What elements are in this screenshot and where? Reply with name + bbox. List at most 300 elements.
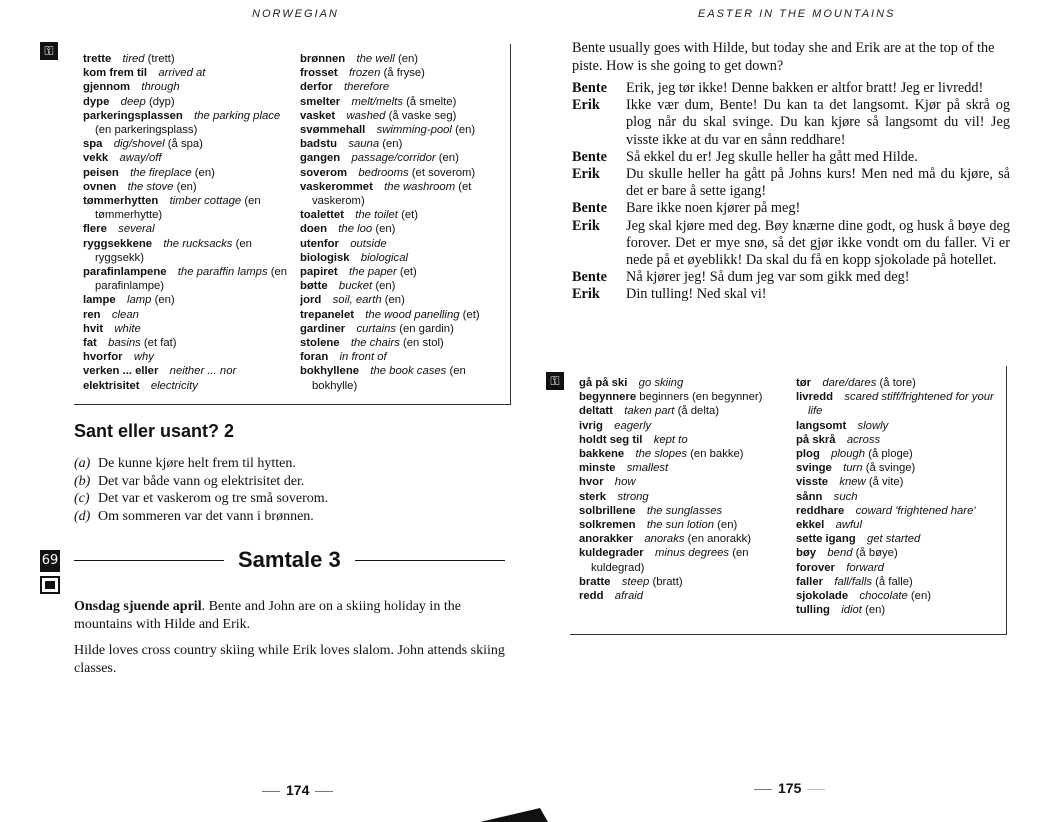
vocab-note: (et) bbox=[399, 266, 417, 279]
intro-date: Onsdag sjuende april bbox=[74, 599, 202, 614]
vocab-entry bbox=[300, 95, 504, 109]
vocab-term: vasket bbox=[300, 109, 336, 122]
vocab-translation: the chairs bbox=[350, 337, 400, 350]
vocab-note: (å ploge) bbox=[868, 448, 913, 461]
vocab-note: (en anorakk) bbox=[687, 533, 752, 546]
vocab-term: ivrig bbox=[579, 419, 603, 432]
vocab-term: vaskerommet bbox=[300, 180, 373, 193]
vocab-translation: such bbox=[833, 490, 858, 503]
vocab-translation: plough bbox=[831, 448, 866, 461]
vocab-note: (en) bbox=[375, 223, 396, 236]
vocab-term: vekk bbox=[83, 152, 109, 165]
vocab-translation: melt/melts bbox=[351, 95, 403, 108]
vocab-term: soverom bbox=[300, 166, 348, 179]
question-item bbox=[74, 455, 514, 473]
vocab-note: (å vite) bbox=[868, 476, 904, 489]
vocab-term: hvit bbox=[83, 322, 104, 335]
vocab-term: ren bbox=[83, 308, 101, 321]
vocab-translation: curtains bbox=[356, 322, 397, 335]
vocab-term: spa bbox=[83, 138, 103, 151]
vocab-entry bbox=[300, 109, 504, 123]
vocab-entry bbox=[796, 546, 1002, 560]
right-page bbox=[526, 0, 1052, 822]
vocab-note: (en) bbox=[717, 519, 738, 532]
vocab-entry bbox=[796, 475, 1002, 489]
vocab-translation: the washroom bbox=[384, 180, 456, 193]
vocab-term: sterk bbox=[579, 490, 607, 503]
vocab-term: fat bbox=[83, 337, 97, 350]
speaker-name: Erik bbox=[572, 166, 600, 183]
vocab-entry bbox=[796, 419, 1002, 433]
vocab-term: biologisk bbox=[300, 251, 350, 264]
key-icon: ⚿ bbox=[40, 42, 58, 60]
vocab-translation: the toilet bbox=[355, 209, 398, 222]
vocab-translation: eagerly bbox=[614, 419, 652, 432]
question-item bbox=[74, 473, 514, 491]
vocab-entry bbox=[300, 364, 504, 392]
vocab-note: (å delta) bbox=[677, 405, 720, 418]
vocab-term: langsomt bbox=[796, 419, 847, 432]
vocab-translation: electricity bbox=[150, 379, 198, 392]
vocab-term: sette igang bbox=[796, 533, 856, 546]
speech-text: Erik, jeg tør ikke! Denne bakken er altfor bratt! Jeg er livredd! bbox=[626, 80, 984, 96]
vocab-term: foran bbox=[300, 351, 329, 364]
vocab-translation: the fireplace bbox=[130, 166, 192, 179]
vocab-translation: kept to bbox=[653, 433, 688, 446]
vocab-entry bbox=[579, 433, 779, 447]
speech-text: Du skulle heller ha gått på Johns kurs! Men ned må du kjøre, så det er bare å sette igang! bbox=[626, 166, 1010, 200]
vocab-entry bbox=[83, 364, 291, 378]
vocab-entry bbox=[796, 433, 1002, 447]
vocab-entry bbox=[579, 504, 779, 518]
vocab-entry bbox=[579, 546, 779, 574]
vocab-term: minste bbox=[579, 462, 616, 475]
vocab-entry bbox=[300, 52, 504, 66]
vocab-term: parafinlampene bbox=[83, 266, 167, 279]
vocab-term: begynnere bbox=[579, 391, 637, 404]
question-list bbox=[74, 455, 514, 525]
vocab-note: (en) bbox=[176, 180, 197, 193]
vocab-entry bbox=[796, 532, 1002, 546]
speaker-name: Bente bbox=[572, 200, 607, 217]
vocab-translation: steep bbox=[621, 575, 650, 588]
vocab-note: (en) bbox=[397, 53, 419, 65]
vocab-translation: the stove bbox=[127, 180, 174, 193]
heading-rule-right bbox=[355, 560, 505, 561]
vocab-translation: bucket bbox=[338, 280, 373, 293]
vocab-entry bbox=[796, 561, 1002, 575]
vocab-note: (et) bbox=[462, 308, 480, 321]
vocab-term: gjennom bbox=[83, 81, 131, 94]
vocab-term: ekkel bbox=[796, 519, 825, 532]
vocab-translation: slowly bbox=[857, 419, 889, 432]
vocab-entry bbox=[83, 379, 291, 393]
vocab-entry bbox=[83, 109, 291, 137]
question-text: Det var både vann og elektrisitet der. bbox=[98, 473, 305, 489]
page-number bbox=[748, 780, 831, 796]
vocab-term: forover bbox=[796, 561, 835, 574]
vocab-note: (en gardin) bbox=[399, 322, 454, 335]
dialogue-line bbox=[572, 269, 1010, 286]
vocab-entry bbox=[300, 293, 504, 307]
page-number-text: 175 bbox=[778, 780, 802, 796]
vocab-translation: coward 'frightened hare' bbox=[855, 504, 976, 517]
vocab-term: sjokolade bbox=[796, 590, 849, 603]
vocab-term: trepanelet bbox=[300, 308, 354, 321]
vocab-translation: arrived at bbox=[158, 67, 206, 80]
vocab-note: (en ryggsekk) bbox=[95, 237, 252, 264]
intro-paragraph bbox=[74, 598, 512, 633]
vocab-term: frosset bbox=[300, 67, 338, 80]
vocab-entry bbox=[579, 575, 779, 589]
vocab-term: sånn bbox=[796, 490, 823, 503]
vocab-translation: strong bbox=[617, 490, 649, 503]
dialogue-line bbox=[572, 166, 1010, 200]
vocab-term: visste bbox=[796, 476, 829, 489]
vocab-term: papiret bbox=[300, 266, 338, 279]
vocab-entry bbox=[300, 208, 504, 222]
speech-text: Bare ikke noen kjører på meg! bbox=[626, 200, 801, 217]
vocab-term: jord bbox=[300, 294, 322, 307]
vocab-entry bbox=[796, 447, 1002, 461]
vocab-note: (å svinge) bbox=[865, 462, 916, 475]
vocab-term: doen bbox=[300, 223, 327, 236]
speaker-name: Erik bbox=[572, 286, 600, 303]
vocab-entry bbox=[796, 589, 1002, 603]
vocab-term: dype bbox=[83, 95, 110, 108]
vocab-term: plog bbox=[796, 448, 820, 461]
vocab-note: (dyp) bbox=[148, 95, 175, 108]
vocab-term: utenfor bbox=[300, 237, 339, 250]
vocab-term: flere bbox=[83, 223, 107, 236]
vocab-term: verken ... eller bbox=[83, 365, 159, 378]
vocab-term: smelter bbox=[300, 95, 341, 108]
vocab-note: (å vaske seg) bbox=[388, 109, 457, 122]
page-number-text: 174 bbox=[286, 782, 310, 798]
vocab-term: kuldegrader bbox=[579, 547, 644, 560]
running-header: NORWEGIAN bbox=[252, 8, 339, 20]
page-corner-arrow bbox=[480, 808, 548, 822]
vocab-entry bbox=[83, 80, 291, 94]
question-label: (d) bbox=[74, 508, 91, 524]
vocab-term: tulling bbox=[796, 604, 830, 617]
vocab-entry bbox=[83, 237, 291, 265]
vocab-term: toalettet bbox=[300, 209, 344, 222]
vocab-translation: go skiing bbox=[638, 377, 684, 389]
vocab-term: svømmehall bbox=[300, 124, 366, 137]
vocab-term: bokhyllene bbox=[300, 365, 360, 378]
speech-text: Jeg skal kjøre med deg. Bøy knærne dine godt, og husk å bøye deg forover. Det er mye snø, så det gjør ikke vondt om du faller. Vi er nede på et øyeblikk! Da skal du få en kopp sjokolade på hotellet. bbox=[626, 217, 1010, 269]
vocab-translation: anoraks bbox=[644, 533, 685, 546]
vocab-term: redd bbox=[579, 590, 604, 603]
intro-text: . Bente and John are on a skiing holiday in the mountains with Hilde and Erik. bbox=[74, 599, 461, 632]
vocab-translation: smallest bbox=[626, 462, 669, 475]
vocab-translation: fall/falls bbox=[834, 575, 872, 588]
vocab-entry bbox=[83, 137, 291, 151]
speaker-name: Erik bbox=[572, 97, 600, 114]
vocab-entry bbox=[300, 336, 504, 350]
vocab-translation: the rucksacks bbox=[163, 237, 233, 250]
vocab-translation: forward bbox=[846, 561, 884, 574]
vocab-translation: the paper bbox=[348, 266, 397, 279]
vocab-term: holdt seg til bbox=[579, 433, 643, 446]
vocab-note: (en parafinlampe) bbox=[95, 266, 288, 293]
vocab-term: elektrisitet bbox=[83, 379, 140, 392]
vocab-entry bbox=[83, 350, 291, 364]
vocab-term: reddhare bbox=[796, 504, 845, 517]
vocab-entry bbox=[579, 490, 779, 504]
vocab-entry bbox=[579, 419, 779, 433]
vocab-entry bbox=[300, 151, 504, 165]
vocab-term: parkeringsplassen bbox=[83, 109, 183, 122]
vocab-term: solkremen bbox=[579, 519, 636, 532]
vocab-translation: bedrooms bbox=[358, 166, 409, 179]
vocab-entry bbox=[300, 66, 504, 80]
vocab-note: (en) bbox=[455, 124, 476, 137]
cd-track-icon: 69 bbox=[40, 550, 60, 572]
vocab-translation: the book cases bbox=[370, 365, 447, 378]
vocab-translation: several bbox=[118, 223, 155, 236]
speech-text: Ikke vær dum, Bente! Du kan ta det langsomt. Kjør på skrå og plog når du skal svinge. Du kan kjøre så langsomt du vil! Jeg visste ikke at du var en sånn reddhare! bbox=[626, 97, 1010, 148]
vocab-translation: idiot bbox=[841, 604, 862, 617]
vocab-entry bbox=[796, 518, 1002, 532]
scene-intro: Bente usually goes with Hilde, but today she and Erik are at the top of the piste. How is she going to get down? bbox=[572, 40, 995, 74]
vocab-translation: chocolate bbox=[859, 590, 908, 603]
vocab-note: (et) bbox=[401, 209, 419, 222]
dialogue bbox=[572, 80, 1010, 304]
dialogue-line bbox=[572, 97, 1010, 149]
vocab-translation: the loo bbox=[338, 223, 373, 236]
vocab-entry bbox=[796, 490, 1002, 504]
heading-rule-left bbox=[74, 560, 224, 561]
vocab-note: (å bøye) bbox=[855, 547, 898, 560]
vocab-entry bbox=[300, 251, 504, 265]
vocab-term: derfor bbox=[300, 81, 333, 94]
vocab-term: ryggsekkene bbox=[83, 237, 153, 250]
vocab-term: bratte bbox=[579, 575, 611, 588]
vocab-term: ovnen bbox=[83, 180, 117, 193]
dialogue-line bbox=[572, 200, 1010, 217]
running-header: EASTER IN THE MOUNTAINS bbox=[698, 8, 896, 20]
vocab-entry bbox=[83, 293, 291, 307]
vocab-note: (bratt) bbox=[652, 575, 683, 588]
vocab-entry bbox=[579, 390, 779, 404]
vocab-term: bøtte bbox=[300, 280, 328, 293]
speaker-name: Erik bbox=[572, 217, 600, 234]
vocab-note: (å fryse) bbox=[383, 67, 425, 80]
vocab-entry bbox=[579, 447, 779, 461]
page-number bbox=[256, 782, 339, 798]
speaker-name: Bente bbox=[572, 80, 607, 96]
vocab-translation: through bbox=[141, 81, 180, 94]
vocab-entry bbox=[579, 589, 779, 603]
vocab-note: (en) bbox=[154, 294, 175, 307]
intro-paragraph-2: Hilde loves cross country skiing while Erik loves slalom. John attends skiing classes. bbox=[74, 643, 505, 676]
vocab-entry bbox=[796, 603, 1002, 617]
vocab-entry bbox=[796, 390, 1002, 418]
vocab-note: (en bokhylle) bbox=[312, 365, 466, 392]
vocab-translation: frozen bbox=[348, 67, 381, 80]
vocab-translation: timber cottage bbox=[169, 195, 242, 208]
question-label: (b) bbox=[74, 473, 91, 489]
vocab-note: (en) bbox=[382, 138, 403, 151]
speech-text: Nå kjører jeg! Så dum jeg var som gikk med deg! bbox=[626, 269, 910, 286]
vocab-translation: the parking place bbox=[194, 109, 281, 122]
dialogue-line bbox=[572, 149, 1010, 166]
section-title: Sant eller usant? 2 bbox=[74, 421, 235, 441]
key-icon: ⚿ bbox=[546, 372, 564, 390]
vocab-translation: the wood panelling bbox=[365, 308, 460, 321]
vocab-translation: away/off bbox=[119, 152, 162, 165]
dialogue-line bbox=[572, 80, 1010, 97]
vocab-translation: afraid bbox=[614, 590, 644, 603]
vocab-translation: dig/shovel bbox=[113, 138, 165, 151]
vocab-term: brønnen bbox=[300, 53, 346, 65]
vocab-translation: neither ... nor bbox=[169, 365, 237, 378]
vocab-note: (en kuldegrad) bbox=[591, 547, 749, 574]
vocab-translation: in front of bbox=[339, 351, 387, 364]
vocab-note: (et vaskerom) bbox=[312, 180, 472, 208]
vocab-entry bbox=[579, 518, 779, 532]
vocab-entry bbox=[83, 95, 291, 109]
vocab-entry bbox=[300, 137, 504, 151]
vocab-note: (å spa) bbox=[167, 138, 203, 151]
vocab-entry bbox=[579, 475, 779, 489]
vocab-note: (å falle) bbox=[875, 575, 913, 588]
vocab-note: (en bakke) bbox=[690, 448, 744, 461]
vocab-translation: lamp bbox=[126, 294, 152, 307]
vocab-term: hvor bbox=[579, 476, 604, 489]
vocab-translation: turn bbox=[843, 462, 863, 475]
vocab-translation: the well bbox=[356, 53, 395, 65]
dialogue-line bbox=[572, 286, 1010, 303]
vocab-term: livredd bbox=[796, 391, 834, 404]
vocab-translation: why bbox=[133, 351, 154, 364]
vocab-translation: get started bbox=[866, 533, 921, 546]
vocab-translation: therefore bbox=[343, 81, 390, 94]
speech-text: Så ekkel du er! Jeg skulle heller ha gått med Hilde. bbox=[626, 148, 918, 165]
vocab-term: bakkene bbox=[579, 448, 625, 461]
vocab-entry bbox=[579, 404, 779, 418]
vocab-term: anorakker bbox=[579, 533, 634, 546]
vocab-note: (en) bbox=[375, 280, 396, 293]
vocab-term: gardiner bbox=[300, 322, 346, 335]
vocab-entry bbox=[300, 166, 504, 180]
samtale-title: Samtale 3 bbox=[238, 547, 341, 572]
question-text: Det var et vaskerom og tre små soverom. bbox=[98, 491, 329, 506]
vocab-translation: dare/dares bbox=[822, 377, 877, 389]
vocab-entry bbox=[300, 308, 504, 322]
vocab-translation: biological bbox=[360, 251, 408, 264]
vocab-column-2 bbox=[796, 376, 1002, 617]
vocab-note: (en) bbox=[865, 604, 886, 617]
vocab-column-1 bbox=[83, 52, 291, 393]
vocab-entry bbox=[83, 336, 291, 350]
vocab-note: (trett) bbox=[147, 53, 175, 65]
vocab-translation: the sunglasses bbox=[646, 504, 723, 517]
vocab-translation: swimming-pool bbox=[376, 124, 452, 137]
vocab-entry bbox=[83, 194, 291, 222]
vocab-translation: minus degrees bbox=[654, 547, 730, 560]
question-item bbox=[74, 508, 514, 526]
vocab-term: trette bbox=[83, 53, 112, 65]
vocab-term: badstu bbox=[300, 138, 338, 151]
vocab-term: deltatt bbox=[579, 405, 613, 418]
vocab-entry bbox=[83, 180, 291, 194]
vocab-translation: outside bbox=[350, 237, 387, 250]
vocab-entry bbox=[796, 504, 1002, 518]
vocab-term: hvorfor bbox=[83, 351, 123, 364]
vocab-entry bbox=[579, 376, 779, 390]
vocab-entry bbox=[300, 180, 504, 208]
vocab-entry bbox=[83, 322, 291, 336]
vocab-box bbox=[74, 44, 511, 405]
vocab-term: gangen bbox=[300, 152, 341, 165]
vocab-note: (en parkeringsplass) bbox=[95, 124, 198, 137]
vocab-note: (et soverom) bbox=[411, 166, 476, 179]
vocab-term: lampe bbox=[83, 294, 116, 307]
vocab-term: stolene bbox=[300, 337, 340, 350]
vocab-term: på skrå bbox=[796, 433, 836, 446]
speech-text: Din tulling! Ned skal vi! bbox=[626, 286, 767, 303]
vocab-entry bbox=[300, 123, 504, 137]
vocab-translation: knew bbox=[839, 476, 866, 489]
vocab-term: peisen bbox=[83, 166, 119, 179]
vocab-entry bbox=[796, 461, 1002, 475]
question-label: (a) bbox=[74, 456, 91, 471]
question-text: De kunne kjøre helt frem til hytten. bbox=[98, 456, 296, 471]
vocab-translation: taken part bbox=[624, 405, 675, 418]
vocab-note: (en) bbox=[194, 166, 215, 179]
vocab-translation: deep bbox=[120, 95, 146, 108]
vocab-note: (en) bbox=[910, 590, 932, 603]
vocab-entry bbox=[300, 279, 504, 293]
vocab-translation: soil, earth bbox=[332, 294, 382, 307]
vocab-note: (en tømmerhytte) bbox=[95, 195, 261, 222]
vocab-note: (en stol) bbox=[402, 337, 444, 350]
vocab-term: faller bbox=[796, 575, 824, 588]
vocab-translation: the slopes bbox=[635, 448, 688, 461]
vocab-entry bbox=[83, 222, 291, 236]
vocab-column-2 bbox=[300, 52, 504, 393]
vocab-entry bbox=[300, 350, 504, 364]
vocab-translation: passage/corridor bbox=[351, 152, 436, 165]
vocab-entry bbox=[83, 151, 291, 165]
vocab-entry bbox=[83, 265, 291, 293]
vocab-note: (et fat) bbox=[143, 337, 177, 350]
vocab-translation: basins bbox=[108, 337, 141, 350]
cassette-icon bbox=[40, 576, 60, 594]
vocab-translation: washed bbox=[346, 109, 386, 122]
question-label: (c) bbox=[74, 491, 90, 506]
vocab-term: kom frem til bbox=[83, 67, 148, 80]
vocab-entry bbox=[300, 222, 504, 236]
vocab-translation: scared stiff/frightened for your life bbox=[808, 391, 994, 418]
vocab-entry bbox=[83, 66, 291, 80]
vocab-translation: white bbox=[114, 322, 141, 335]
vocab-translation: across bbox=[846, 433, 881, 446]
vocab-entry bbox=[300, 80, 504, 94]
vocab-entry bbox=[300, 265, 504, 279]
vocab-entry bbox=[579, 461, 779, 475]
vocab-translation: tired bbox=[122, 53, 145, 65]
vocab-entry bbox=[300, 322, 504, 336]
dialogue-line bbox=[572, 218, 1010, 270]
vocab-entry bbox=[796, 575, 1002, 589]
vocab-translation: how bbox=[614, 476, 636, 489]
vocab-note: (å smelte) bbox=[406, 95, 457, 108]
vocab-term: svinge bbox=[796, 462, 832, 475]
